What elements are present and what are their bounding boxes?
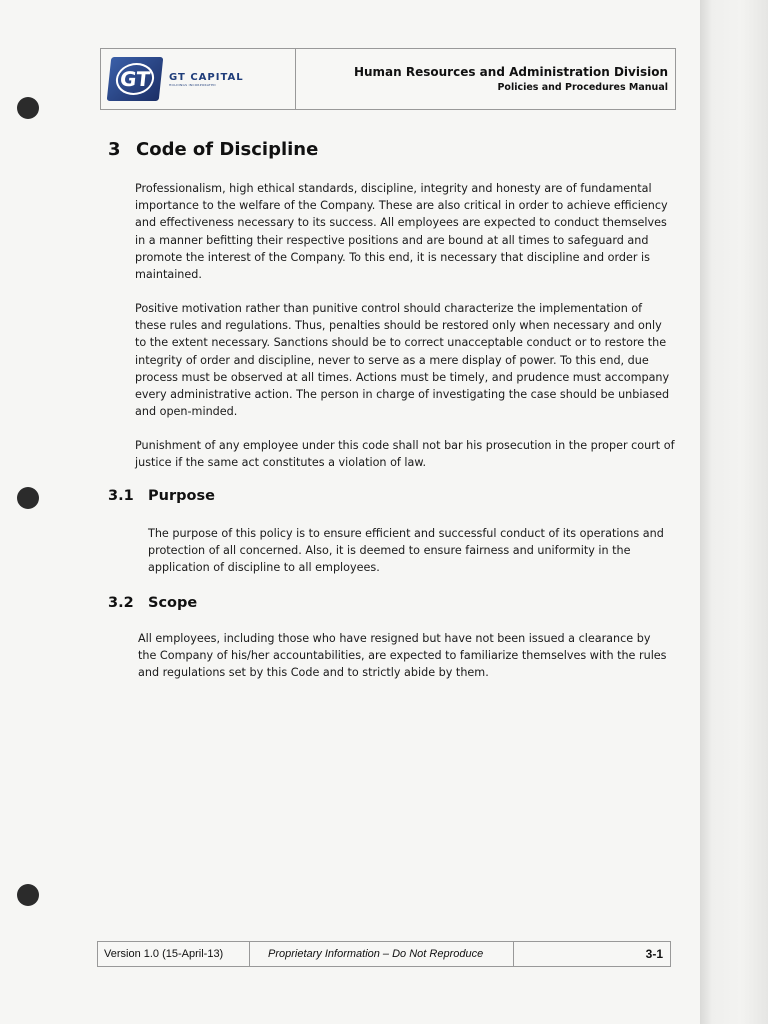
paragraph: Positive motivation rather than punitive control should characterize the implementation of these rules and regulations. Thus, penalties should be restored only when necessary and only to the extent necessary. Sanctions should be to correct unacceptable conduct or to restore the integrity of order and discipline, never to serve as a mere display of power. To this end, due process must be observed at all times. Actions must be timely, and prudence must accompany every administrative action. The person in charge of investigating the case should be unbiased and open-minded. xyxy=(135,302,670,419)
subsection-title: Purpose xyxy=(148,488,215,504)
manual-title: Policies and Procedures Manual xyxy=(497,82,668,93)
proprietary-notice: Proprietary Information – Do Not Reproduce xyxy=(250,942,514,966)
page-footer xyxy=(97,941,671,967)
logo-icon xyxy=(107,57,164,101)
subsection-title: Scope xyxy=(148,595,198,611)
paragraph: Professionalism, high ethical standards, discipline, integrity and honesty are of fundamental importance to the welfare of the Company. These are also critical in order to achieve efficiency and effectiveness necessary to its success. All employees are expected to conduct themselves in a manner befitting their respective positions and are bound at all times to safeguard and promote the interest of the Company. To this end, it is necessary that discipline and order is maintained. xyxy=(135,182,668,282)
subsection-number: 3.1 xyxy=(108,488,134,504)
version-label: Version 1.0 (15-April-13) xyxy=(98,942,250,966)
section-number: 3 xyxy=(108,139,121,160)
logo-name: GT CAPITAL xyxy=(169,71,244,83)
division-title: Human Resources and Administration Division xyxy=(353,65,668,79)
page-number: 3-1 xyxy=(645,947,663,961)
subsection-heading xyxy=(108,595,197,611)
section-title: Code of Discipline xyxy=(136,139,319,160)
paragraph: Punishment of any employee under this code shall not bar his prosecution in the proper court of justice if the same act constitutes a violation of law. xyxy=(135,439,675,470)
company-logo xyxy=(101,49,296,109)
subsection-heading xyxy=(108,488,215,504)
binder-hole xyxy=(17,487,39,509)
logo-initials: GT xyxy=(114,63,155,95)
paragraph: The purpose of this policy is to ensure efficient and successful conduct of its operations and protection of all concerned. Also, it is deemed to ensure fairness and uniformity in the application of discipline to all employees. xyxy=(148,527,664,575)
page-header xyxy=(100,48,676,110)
page-edge xyxy=(700,0,768,1024)
logo-tagline: HOLDINGS INCORPORATED xyxy=(169,82,216,87)
binder-hole xyxy=(17,97,39,119)
subsection-number: 3.2 xyxy=(108,595,134,611)
paragraph: All employees, including those who have resigned but have not been issued a clearance by the Company of his/her accountabilities, are expected to familiarize themselves with the rules and regulations set by this Code and to strictly abide by them. xyxy=(138,632,667,680)
binder-hole xyxy=(17,884,39,906)
section-heading xyxy=(108,139,318,160)
